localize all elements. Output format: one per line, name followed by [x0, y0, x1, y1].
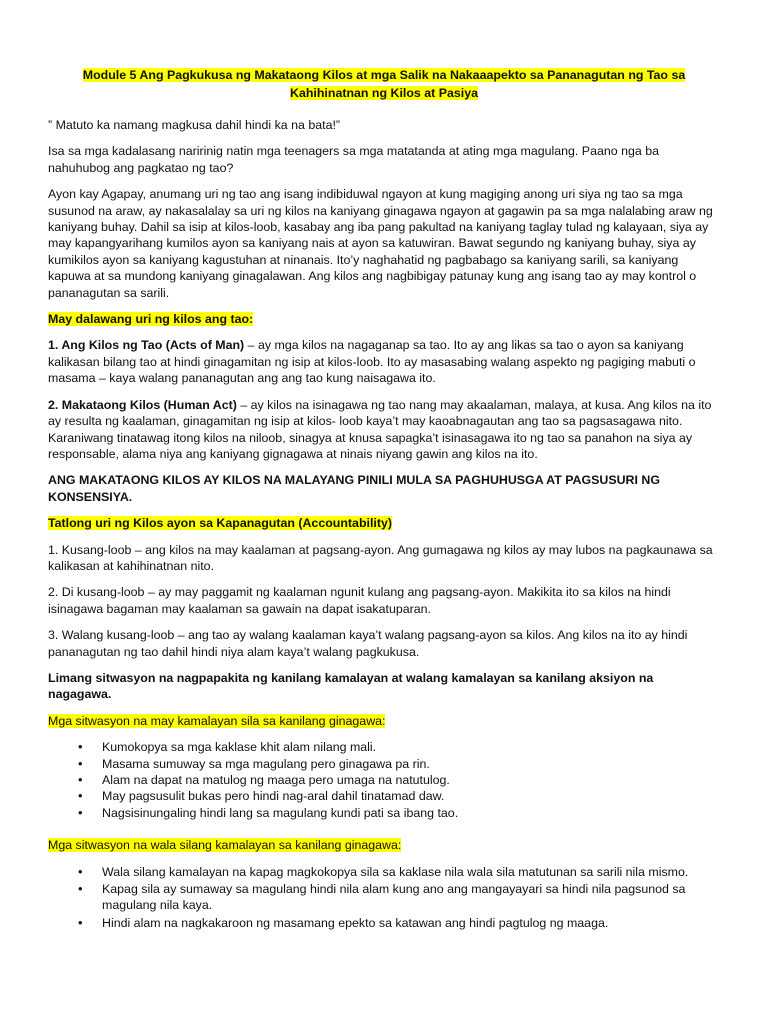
list-item: • Masama sumuway sa mga magulang pero ginagawa pa rin.	[102, 756, 720, 772]
list-item: • Hindi alam na nagkakaroon ng masamang epekto sa katawan ang hindi pagtulog ng maaga.	[102, 915, 720, 931]
kind-2-paragraph	[48, 397, 720, 463]
list-item: • Alam na dapat na matulog ng maaga pero umaga na natutulog.	[102, 772, 720, 788]
aware-list	[48, 739, 720, 821]
heading-two-kinds	[48, 311, 720, 327]
five-situations-statement: Limang sitwasyon na nagpapakita ng kanilang kamalayan at walang kamalayan sa kanilang aksiyon na nagagawa.	[48, 670, 654, 702]
heading-three-kinds	[48, 515, 720, 531]
quote: ” Matuto ka namang magkusa dahil hindi ka na bata!”	[48, 118, 341, 132]
heading-aware	[48, 713, 720, 729]
heading-two-kinds-text: May dalawang uri ng kilos ang tao:	[48, 312, 254, 327]
intro-paragraph: Isa sa mga kadalasang naririnig natin mga teenagers sa mga matatanda at ating mga magulang. Paano nga ba nahuhubog ang pagkatao ng tao?	[48, 144, 659, 175]
kind-2-text: – ay kilos na isinagawa ng tao nang may akaalaman, malaya, at kusa. Ang kilos na ito ay resulta ng kaalaman, ginagamitan ng isip at kilos- loob kaya’t may kaoabnagautan ang tao sa pagsasagawa nito. Karaniwang tinatawag itong kilos na niloob, sinagya at knusa sapagka’t isinasagawa ito ng tao sa panahon na siya ay responsable, alama niya ang kaniyang gignagawa at ninais niyang gawin ang kilos na ito.	[48, 397, 712, 461]
accountability-3: 3. Walang kusang-loob – ang tao ay walang kaalaman kaya’t walang pagsang-ayon sa kilos. Ang kilos na ito ay hindi pananagutan ng tao dahil hindi niya alam kaya’t walang pagkukusa.	[48, 628, 688, 659]
agapay-paragraph: Ayon kay Agapay, anumang uri ng tao ang isang indibiduwal ngayon at kung magiging anong uri siya ng tao sa mga susunod na araw, ay nakasalalay sa uri ng kilos na kaniyang ginagawa ngayon at gagawin pa sa mga nalalabing araw ng kaniyang buhay. Dahil sa isip at kilos-loob, kasabay ang iba pang pakultad na kaniyang taglay tulad ng kalayaan, siya ay may kapangyarihang kumilos ayon sa kaniyang nais at ayon sa katuwiran. Bawat segundo ng kaniyang buhay, siya ay kumikilos ayon sa kaniyang kagustuhan at ninanais. Ito’y naghahatid ng pagbabago sa kaniyang sarili, sa kaniyang kapuwa at sa mundong kaniyang ginagalawan. Ang kilos ang nagbibigay patunay kung ang isang tao ay may kontrol o pananagutan sa sarili.	[48, 187, 713, 300]
kind-1-paragraph	[48, 337, 720, 386]
list-item: • Kumokopya sa mga kaklase khit alam nilang mali.	[102, 739, 720, 755]
kind-1-text: – ay mga kilos na nagaganap sa tao. Ito ay ang likas sa tao o ayon sa kaniyang kalikasan bilang tao at hindi ginagamitan ng isip at kilos-loob. Ito ay masasabing walang aspekto ng pagiging mabuti o masama – kaya walang pananagutan ang ang tao kung naisagawa ito.	[48, 338, 696, 386]
list-item: • May pagsusulit bukas pero hindi nag-aral dahil tinatamad daw.	[102, 788, 720, 804]
heading-aware-text: Mga sitwasyon na may kamalayan sila sa kanilang ginagawa:	[48, 713, 386, 728]
kind-1-label: 1. Ang Kilos ng Tao (Acts of Man)	[48, 338, 245, 353]
heading-three-kinds-text: Tatlong uri ng Kilos ayon sa Kapanagutan (Accountability)	[48, 516, 392, 531]
unaware-list	[48, 864, 720, 932]
list-item: • Wala silang kamalayan na kapag magkokopya sila sa kaklase nila wala sila matutunan sa sarili nila mismo.	[102, 864, 720, 880]
title-line-2: Kahihinatnan ng Kilos at Pasiya	[290, 86, 478, 100]
kind-2-label: 2. Makataong Kilos (Human Act)	[48, 397, 237, 412]
list-item: • Nagsisinungaling hindi lang sa magulang kundi pati sa ibang tao.	[102, 805, 720, 821]
heading-unaware	[48, 837, 720, 853]
module-title	[48, 66, 720, 102]
caps-statement: ANG MAKATAONG KILOS AY KILOS NA MALAYANG PINILI MULA SA PAGHUHUSGA AT PAGSUSURI NG KONSENSIYA.	[48, 473, 660, 504]
list-item: • Kapag sila ay sumaway sa magulang hindi nila alam kung ano ang mangayayari sa hindi nila pagsunod sa magulang nila kaya.	[102, 881, 720, 914]
accountability-2: 2. Di kusang-loob – ay may paggamit ng kaalaman ngunit kulang ang pagsang-ayon. Makikita ito sa kilos na hindi isinagawa bagaman may kaalaman sa gawain na dapat isakatuparan.	[48, 585, 671, 616]
accountability-1: 1. Kusang-loob – ang kilos na may kaalaman at pagsang-ayon. Ang gumagawa ng kilos ay may lubos na pagkaunawa sa kalikasan at kahihinatnan nito.	[48, 542, 713, 573]
title-line-1: Module 5 Ang Pagkukusa ng Makataong Kilos at mga Salik na Nakaaapekto sa Pananagutan ng Tao sa	[82, 68, 686, 82]
heading-unaware-text: Mga sitwasyon na wala silang kamalayan sa kanilang ginagawa:	[48, 838, 402, 853]
